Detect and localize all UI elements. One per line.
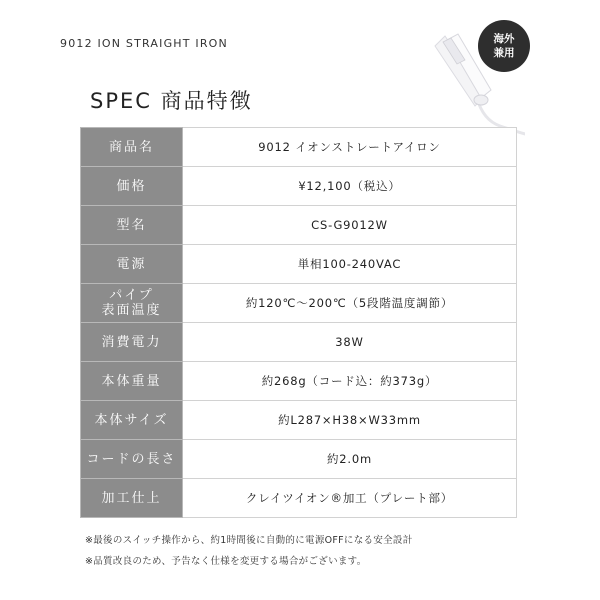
spec-row <box>81 167 517 206</box>
spec-label: 商品名 <box>81 128 183 167</box>
spec-row <box>81 479 517 518</box>
model-title: 9012 ION STRAIGHT IRON <box>60 37 228 50</box>
spec-row <box>81 362 517 401</box>
spec-value: CS-G9012W <box>183 206 517 245</box>
spec-value: 約120℃〜200℃（5段階温度調節） <box>183 284 517 323</box>
spec-row <box>81 206 517 245</box>
spec-value: 38W <box>183 323 517 362</box>
overseas-compatible-badge: 海外 兼用 <box>478 20 530 72</box>
spec-value: 約L287×H38×W33mm <box>183 401 517 440</box>
spec-value: 約268g（コード込：約373g） <box>183 362 517 401</box>
note-spec-change: ※品質改良のため、予告なく仕様を変更する場合がございます。 <box>85 556 367 567</box>
spec-label: パイプ 表面温度 <box>81 284 183 323</box>
spec-label: 加工仕上 <box>81 479 183 518</box>
spec-value: 単相100-240VAC <box>183 245 517 284</box>
spec-table <box>80 127 517 518</box>
note-auto-off: ※最後のスイッチ操作から、約1時間後に自動的に電源OFFになる安全設計 <box>85 535 413 546</box>
spec-value: 約2.0m <box>183 440 517 479</box>
spec-row <box>81 245 517 284</box>
spec-row <box>81 284 517 323</box>
spec-row <box>81 128 517 167</box>
spec-label: 価格 <box>81 167 183 206</box>
spec-label: 型名 <box>81 206 183 245</box>
notes <box>85 530 413 572</box>
spec-value: 9012 イオンストレートアイロン <box>183 128 517 167</box>
spec-label: 消費電力 <box>81 323 183 362</box>
spec-label: 本体重量 <box>81 362 183 401</box>
spec-label: コードの長さ <box>81 440 183 479</box>
page-heading: SPEC 商品特徴 <box>90 89 253 113</box>
spec-row <box>81 323 517 362</box>
spec-row <box>81 401 517 440</box>
spec-label: 本体サイズ <box>81 401 183 440</box>
spec-value: ¥12,100（税込） <box>183 167 517 206</box>
spec-value: クレイツイオン®加工（プレート部） <box>183 479 517 518</box>
spec-label: 電源 <box>81 245 183 284</box>
spec-row <box>81 440 517 479</box>
